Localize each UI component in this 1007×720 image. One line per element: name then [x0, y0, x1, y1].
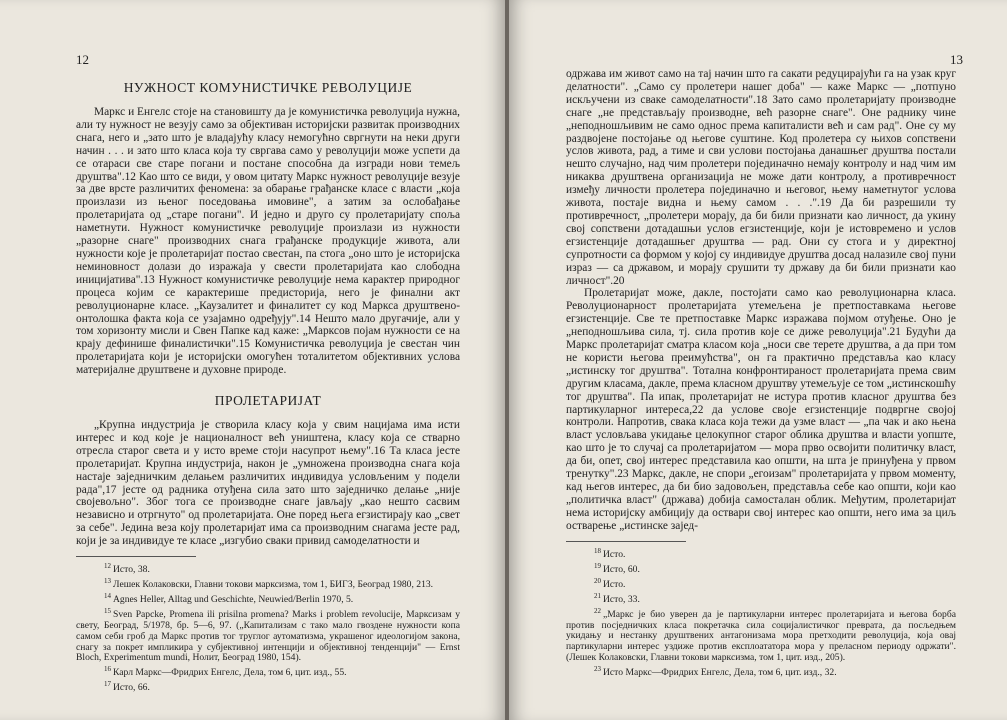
paragraph: „Крупна индустрија је створила класу која у свим нацијама има исти интерес и код које је националност већ уништена, класу која се стварно отресла старог света и у исто време стоји насупрот њему".16 Та класа јесте пролетаријат. Крупна индустрија, након је „умножена производна снага која настаје заједничким делањем различитих индивидуа условљеним у подели рада",17 јесте од радника отуђена сила зато што заједничко делање „није својевољно". Због тога се производне снаге јављају „као нешто сасвим независно и отргнуто" од пролетаријата. Оне поред њега егзистирају као „свет за себе". Једина веза коју пролетаријат има са производним снагама јесте рад, који је за индивидуе те класе „изгубио сваки привид самоделатности и [76, 419, 460, 548]
footnote: $^{19}$ Исто, 60. [594, 561, 640, 575]
section-heading-revolution: НУЖНОСТ КОМУНИСТИЧКЕ РЕВОЛУЦИЈЕ [123, 80, 413, 95]
footnote-divider [76, 556, 196, 557]
footnote: $^{15}$ Sven Papcke, Promena ili prisilna promena? Marks i problem revolucije, Марксизам у свету, Београд, 5/1978, бр. 5—6, 97. („Капитализам с тако мало гвоздене нужности копа самом себи гроб да Маркс против тог труглог аутоматизма, украшеног идеологијом закона, снагу за покрет импликира у субјективној интенцији и објективној тенденцији" — Ernst Bloch, Experimentum mundi, Нолит, Београд 1980, 154). [76, 607, 460, 664]
paragraph: одржава им живот само на тај начин што га сакати редуцирајући га на узак круг делатности". „Само су пролетери нашег доба" — каже Маркс — „потпуно искључени из сваке самоделатности".18 Зато само пролетаријату производне снаге „не представљају производне, већ разорне снаге". Оне раднику чине „неподношљивим не само однос према капиталисти већ и сам рад". Оне су му раздвојене постојање од његове суштине. Код пролетера су њихов сопствени услов живота, рад, а тиме и сви услови постојања данашњег друштва постали нешто случајно, над чим пролетери појединачно немају контролу и над чим им никаква друштвена организација не може дати контролу, а противречност између личности пролетера појединачно и његовог, њему наметнутог услова живота, постаје видна и њему самом . . .".19 Да би разрешили ту противречност, „пролетери морају, да би били признати као личност, да укину свој сопствени дотадашњи услов егзистенције, који је истовремено и услов егзистенције дотадашњег друштва — рад. Они су стога и у директној супротности са формом у којој су индивидуе друштва досад налазиле свој пуни израз — са државом, и морају срушити ту државу да би били признати као личност".20 [566, 68, 956, 287]
footnote: $^{23}$ Исто Маркс—Фридрих Енгелс, Дела, том 6, цит. изд., 32. [594, 664, 837, 678]
paragraph: Пролетаријат може, дакле, постојати само као револуционарна класа. Револуционарност пролетаријата утемељена је претпоставкама његове егзистенције. Све те претпоставке Маркс изражава појмом отуђење. Оно је „неподношљива сила, тј. сила против које се диже револуција".21 Будући да Маркс пролетаријат сматра класом која „носи све терете друштва, а да при том не користи његова преимућства", он га практично представља као класу „истинску тог друштва". Тотална конфронтираност пролетаријата према свим другим класама, дакле, према класном друштву утемељује се том „истинскошћу тог друштва". Па ипак, пролетаријат не истура против класног друштва без партикуларног интереса,22 да услове своје егзистенције подвргне својој контроли. Напротив, свака класа која тежи да узме власт — „па чак и ако њена власт условљава укидање целокупног старог облика друштва и власти уопште, као што је то случај са пролетаријатом — мора прво освојити политичку власт, да би, опет, свој интерес представила као општи, на шта је принуђена у првом тренутку".23 Маркс, дакле, не спори „егоизам" пролетаријата у првом моменту, кад његов интерес, да би био задовољен, представља себе као општи, који као „политичка власт" (држава) добија самосталан облик. Међутим, пролетаријат нема историјску амбицију да оствари свој интерес као општи, него има за циљ остварење „истинске зајед- [566, 287, 956, 532]
paragraph: Маркс и Енгелс стоје на становишту да је комунистичка револуција нужна, али ту нужност не везују само за објективан историјски развитак производних снага, него и „зато што је владајућу класу немогућно свргнути на неки други начин . . . и зато што класа која ту свргава само у револуцији може успети да се отараси све старе погани и постане способна да изгради нови темељ друштва".12 Као што се види, у овом цитату Маркс нужност револуције везује за две врсте различитих феномена: за обарање грађанске класе с власти „која произлази из њеног поседовања имовине", а затим за ослобађање пролетаријата од „старе погани". И једно и друго су пролетаријату споља наметнути. Нужност комунистичке револуције произлази из нужности „разорне снаге" производних снага грађанске продукције живота, али нужности које је пролетаријат постао свестан, па стога „оно што је историјска неминовност долази до изражаја у свести пролетаријата као слободна иницијатива".13 Нужност комунистичке револуције нема карактер природног процеса којим се карактерише предисторија, него је финални акт револуционарне класе. „Каузалитет и финалитет су код Маркса друштвено-онтолошка факта која се узајамно одређују".14 Нешто мало другачије, али у том хоризонту мисли и Свен Папке кад каже: „Марксов појам нужности се на крају дефинише финалистички".15 Комунистичка револуција је свестан чин пролетаријата који је историјски омогућен тоталитетом објективних услова материјалне друштвене и духовне природе. [76, 106, 460, 377]
footnote: $^{18}$ Исто. [594, 546, 626, 560]
footnote: $^{14}$ Agnes Heller, Alltag und Geschichte, Neuwied/Berlin 1970, 5. [104, 592, 354, 606]
footnote: $^{20}$ Исто. [594, 576, 626, 590]
left-page-content [76, 76, 460, 694]
footnote: $^{21}$ Исто, 33. [594, 591, 640, 605]
footnotes-right [566, 546, 956, 679]
footnote: $^{12}$ Исто, 38. [104, 562, 150, 576]
page-number-right: 13 [950, 52, 963, 67]
footnote: $^{13}$ Лешек Колаковски, Главни токови марксизма, том 1, БИГЗ, Београд 1980, 213. [104, 577, 434, 591]
footnotes-left [76, 561, 460, 694]
section-heading-proletariat: ПРОЛЕТАРИЈАТ [214, 393, 322, 409]
footnote-divider [566, 541, 686, 542]
right-page-content [566, 68, 956, 679]
footnote: $^{17}$ Исто, 66. [104, 680, 150, 694]
footnote: $^{22}$ „Маркс је био уверен да је партикуларни интерес пролетаријата и његова борба против посједничких класа покретачка сила социјалистичког преврата, да посљедњем укидању и нестанку друштвених антагонизама мора претходити револуција, која овај партикуларни интерес уздиже против експлоататора мора у преласном периоду одржати". (Лешек Колаковски, Главни токови марксизма, том 1, цит. изд., 205). [566, 606, 956, 663]
page-number-left: 12 [76, 52, 89, 67]
footnote: $^{16}$ Карл Маркс—Фридрих Енгелс, Дела, том 6, цит. изд., 55. [104, 665, 347, 679]
